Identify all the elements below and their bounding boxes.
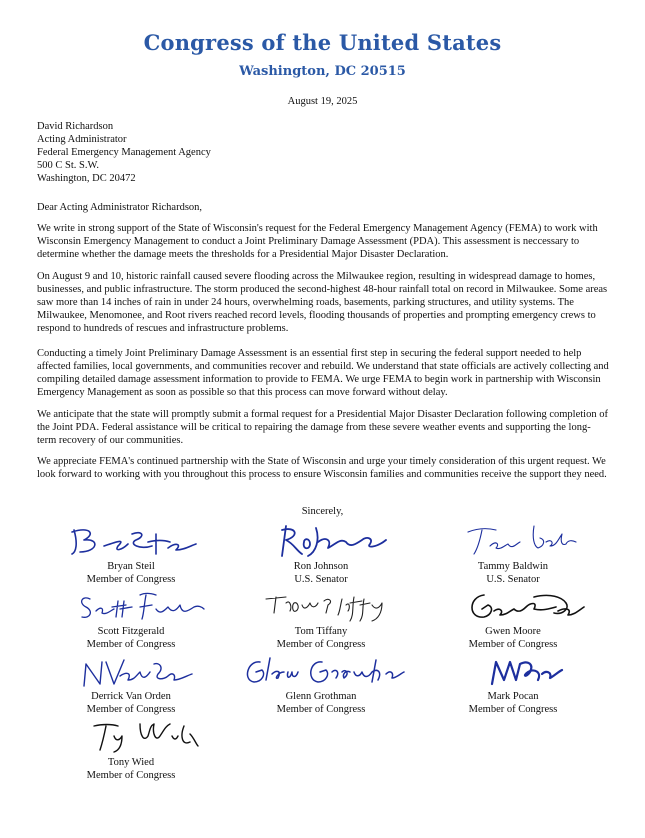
recipient-street: 500 C St. S.W. [37, 160, 100, 171]
recipient-title: Acting Administrator [37, 134, 127, 145]
signatory-title: Member of Congress [468, 704, 558, 715]
signatory-title: Member of Congress [86, 704, 176, 715]
signatory-name: Ron Johnson [293, 561, 349, 572]
handwritten-signature [246, 520, 396, 560]
handwritten-signature [438, 650, 588, 690]
signature-block [36, 650, 226, 716]
signature-block [418, 520, 608, 586]
signature-block [226, 585, 416, 651]
salutation: Dear Acting Administrator Richardson, [37, 202, 203, 213]
signatory-title: Member of Congress [86, 639, 176, 650]
signatory-name: Glenn Grothman [285, 691, 357, 702]
handwritten-signature [246, 585, 396, 625]
body-paragraph: On August 9 and 10, historic rainfall caused severe flooding across the Milwaukee region, resulting in widespread damage to homes, businesses, and public infrastructure. The storm produced the second-highest 48-hour rainfall total on record in Milwaukee. Some areas saw more than 14 inches of rain in under 24 hours, overwhelming roads, basements, parking structures, and utility systems. The Milwaukee, Menomonee, and Root rivers reached record levels, flooding thousands of properties and prompting emergency crews to respond to hundreds of rescues and infrastructure problems. [37, 271, 608, 334]
signature-block [36, 520, 226, 586]
handwritten-signature [56, 716, 206, 756]
signature-block [418, 585, 608, 651]
closing: Sincerely, [301, 506, 344, 517]
recipient-city: Washington, DC 20472 [37, 173, 136, 184]
signatory-name: Gwen Moore [485, 626, 541, 637]
body-paragraph: We appreciate FEMA's continued partnership with the State of Wisconsin and urge your timely consideration of this urgent request. We look forward to working with you throughout this process to ensure Wisconsin families and communities receive the support they need. [37, 456, 607, 480]
recipient-address [37, 120, 211, 185]
signatory-title: Member of Congress [468, 639, 558, 650]
recipient-agency: Federal Emergency Management Agency [37, 147, 211, 158]
signature-block [36, 716, 226, 782]
signatory-title: U.S. Senator [294, 574, 348, 585]
body-paragraph: We write in strong support of the State of Wisconsin's request for the Federal Emergency Management Agency (FEMA) to work with Wisconsin Emergency Management to conduct a Joint Preliminary Damage Assessment (PDA). This assessment is neccessary to determine whether the damage meets the thresholds for a Presidential Major Disaster Declaration. [37, 223, 598, 260]
signatory-name: Derrick Van Orden [91, 691, 171, 702]
handwritten-signature [438, 520, 588, 560]
signatory-name: Tom Tiffany [294, 626, 348, 637]
signatory-name: Mark Pocan [487, 691, 539, 702]
signatory-name: Bryan Steil [107, 561, 155, 572]
signatory-name: Tony Wied [107, 757, 155, 768]
signatory-name: Scott Fitzgerald [97, 626, 165, 637]
signatory-name: Tammy Baldwin [477, 561, 549, 572]
handwritten-signature [56, 650, 206, 690]
signatory-title: Member of Congress [276, 639, 366, 650]
handwritten-signature [56, 520, 206, 560]
handwritten-signature [438, 585, 588, 625]
signatory-title: Member of Congress [86, 574, 176, 585]
signatory-title: Member of Congress [86, 770, 176, 781]
recipient-name: David Richardson [37, 121, 114, 132]
signature-block [418, 650, 608, 716]
handwritten-signature [56, 585, 206, 625]
body-paragraph: We anticipate that the state will promptly submit a formal request for a Presidential Major Disaster Declaration following completion of the Joint PDA. Federal assistance will be critical to repairing the damage from these severe weather events and supporting the long-term recovery of our communities. [37, 409, 608, 446]
signatory-title: Member of Congress [276, 704, 366, 715]
letter-date: August 19, 2025 [287, 96, 358, 107]
body-paragraph: Conducting a timely Joint Preliminary Damage Assessment is an essential first step in securing the federal support needed to help affected families, local governments, and communities recover and rebuild. We understand that state officials are actively collecting and compiling detailed damage assessment information to provide to FEMA. We urge FEMA to begin work in partnership with Wisconsin Emergency Management as soon as possible so that this process can move forward without delay. [37, 348, 609, 398]
letterhead-title: Congress of the United States [143, 30, 502, 55]
signature-block [36, 585, 226, 651]
signature-block [226, 520, 416, 586]
letterhead-subtitle: Washington, DC 20515 [239, 64, 406, 79]
handwritten-signature [226, 650, 416, 690]
signatory-title: U.S. Senator [486, 574, 540, 585]
signature-block [226, 650, 416, 716]
